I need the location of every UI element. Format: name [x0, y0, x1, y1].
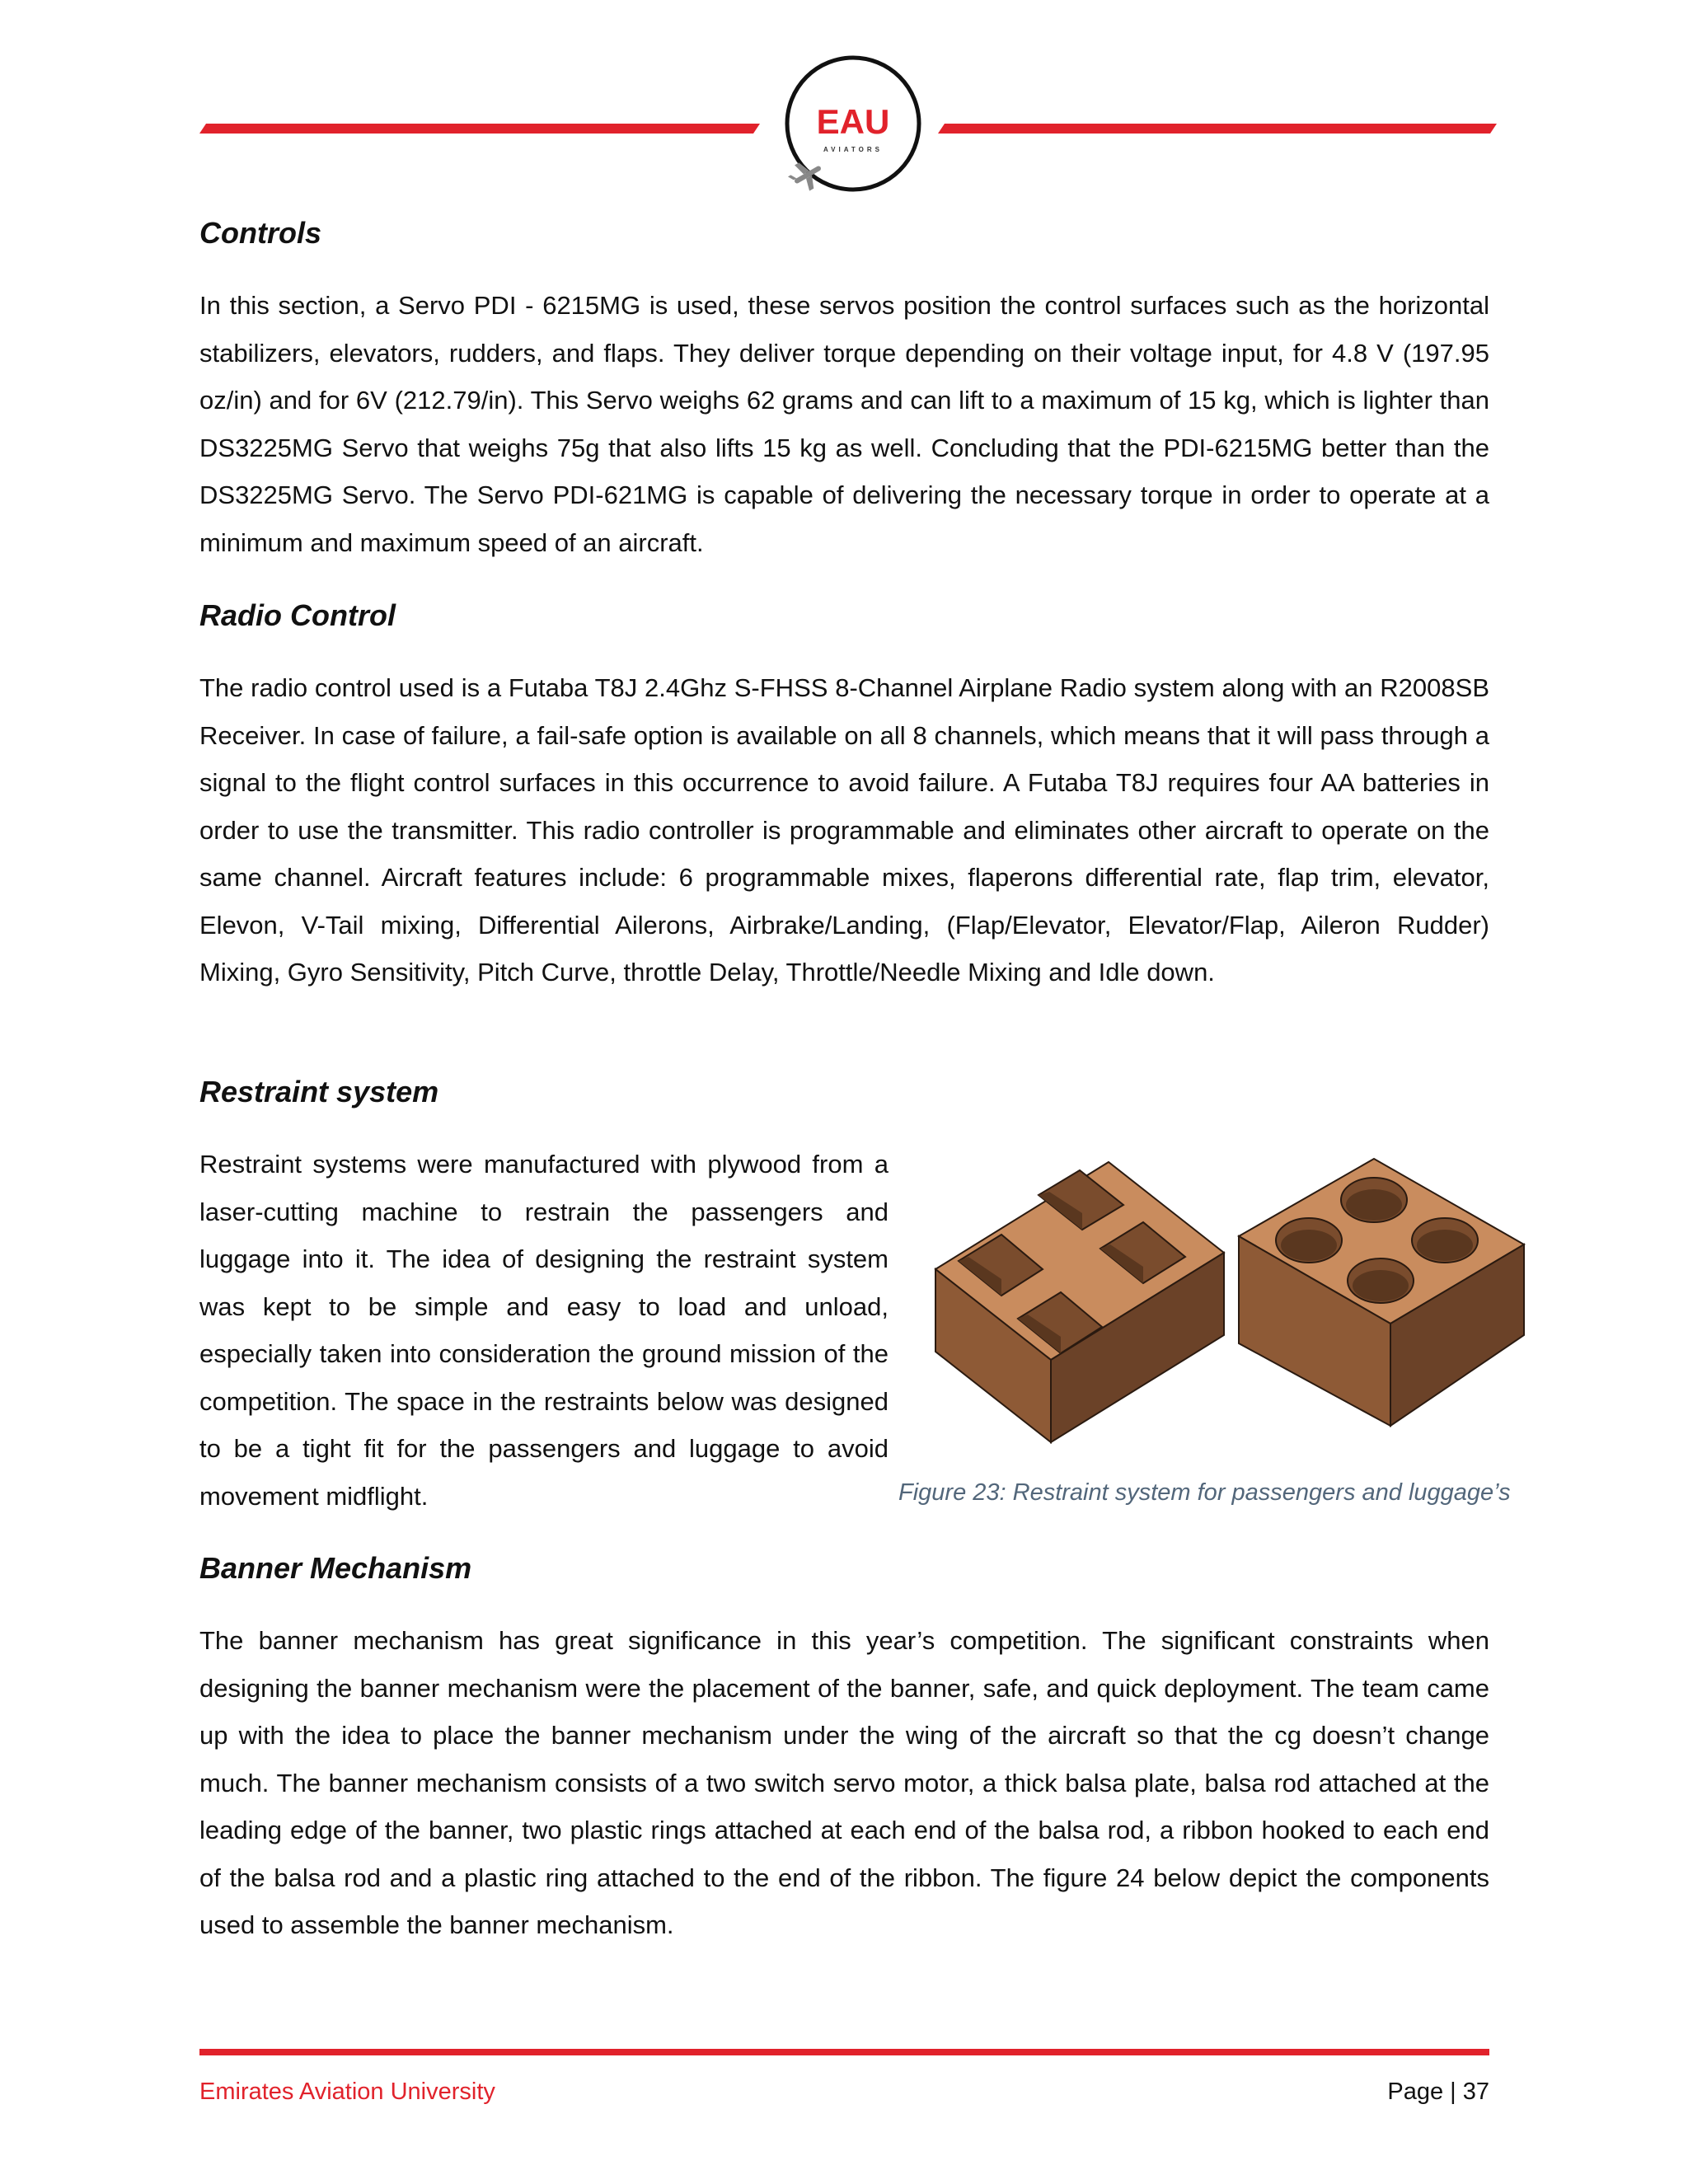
paragraph-banner-mechanism: The banner mechanism has great significance in this year’s competition. The significant constraints when designing the banner mechanism were the placement of the banner, safe, and quick deployment. The team came up with the idea to place the banner mechanism under the wing of the aircraft so that the cg doesn’t change much. The banner mechanism consists of a two switch servo motor, a thick balsa plate, balsa rod attached at the leading edge of the banner, two plastic rings attached at each end of the balsa rod, a ribbon hooked to each end of the balsa rod and a plastic ring attached to the end of the ribbon. The figure 24 below depict the components used to assemble the banner mechanism.: [199, 1626, 1489, 1939]
restraint-box-square-slots: [935, 1162, 1224, 1442]
figure-caption: Figure 23: Restraint system for passengers and luggage’s: [898, 1479, 1511, 1506]
logo-subtext: AVIATORS: [823, 146, 884, 153]
paragraph-controls: In this section, a Servo PDI - 6215MG is used, these servos position the control surfaces such as the horizontal stabilizers, elevators, rudders, and flaps. They deliver torque depending on their voltage input, for 4.8 V (197.95 oz/in) and for 6V (212.79/in). This Servo weighs 62 grams and can lift to a maximum of 15 kg, which is lighter than DS3225MG Servo that weighs 75g that also lifts 15 kg as well. Concluding that the PDI-6215MG better than the DS3225MG Servo. The Servo PDI-621MG is capable of delivering the necessary torque in order to operate at a minimum and maximum speed of an aircraft.: [199, 291, 1489, 557]
footer-university: Emirates Aviation University: [199, 2079, 495, 2105]
restraint-system-figure: [927, 1146, 1550, 1451]
heading-restraint-system: Restraint system: [199, 1075, 439, 1108]
footer-rule: [199, 2049, 1489, 2055]
header-rule-right: [938, 124, 1497, 134]
paragraph-restraint-system: Restraint systems were manufactured with plywood from a laser-cutting machine to restrain the passengers and luggage into it. The idea of designing the restraint system was kept to be simple and easy to load and unload, especially taken into consideration the ground mission of the competition. The space in the restraints below was designed to be a tight fit for the passengers and luggage to avoid movement midflight.: [199, 1150, 889, 1511]
heading-controls: Controls: [199, 216, 321, 250]
logo-text: EAU: [816, 102, 890, 141]
footer-page-number: Page | 37: [1387, 2079, 1489, 2105]
eau-logo: [781, 51, 925, 199]
restraint-box-round-slots: [1239, 1159, 1524, 1426]
heading-banner-mechanism: Banner Mechanism: [199, 1551, 472, 1585]
heading-radio-control: Radio Control: [199, 598, 396, 632]
header-rule-left: [199, 124, 760, 134]
paragraph-radio-control: The radio control used is a Futaba T8J 2.4Ghz S-FHSS 8-Channel Airplane Radio system along with an R2008SB Receiver. In case of failure, a fail-safe option is available on all 8 channels, which means that it will pass through a signal to the flight control surfaces in this occurrence to avoid failure. A Futaba T8J requires four AA batteries in order to use the transmitter. This radio controller is programmable and eliminates other aircraft to operate on the same channel. Aircraft features include: 6 programmable mixes, flaperons differential rate, flap trim, elevator, Elevon, V-Tail mixing, Differential Ailerons, Airbrake/Landing, (Flap/Elevator, Elevator/Flap, Aileron Rudder) Mixing, Gyro Sensitivity, Pitch Curve, throttle Delay, Throttle/Needle Mixing and Idle down.: [199, 673, 1489, 987]
